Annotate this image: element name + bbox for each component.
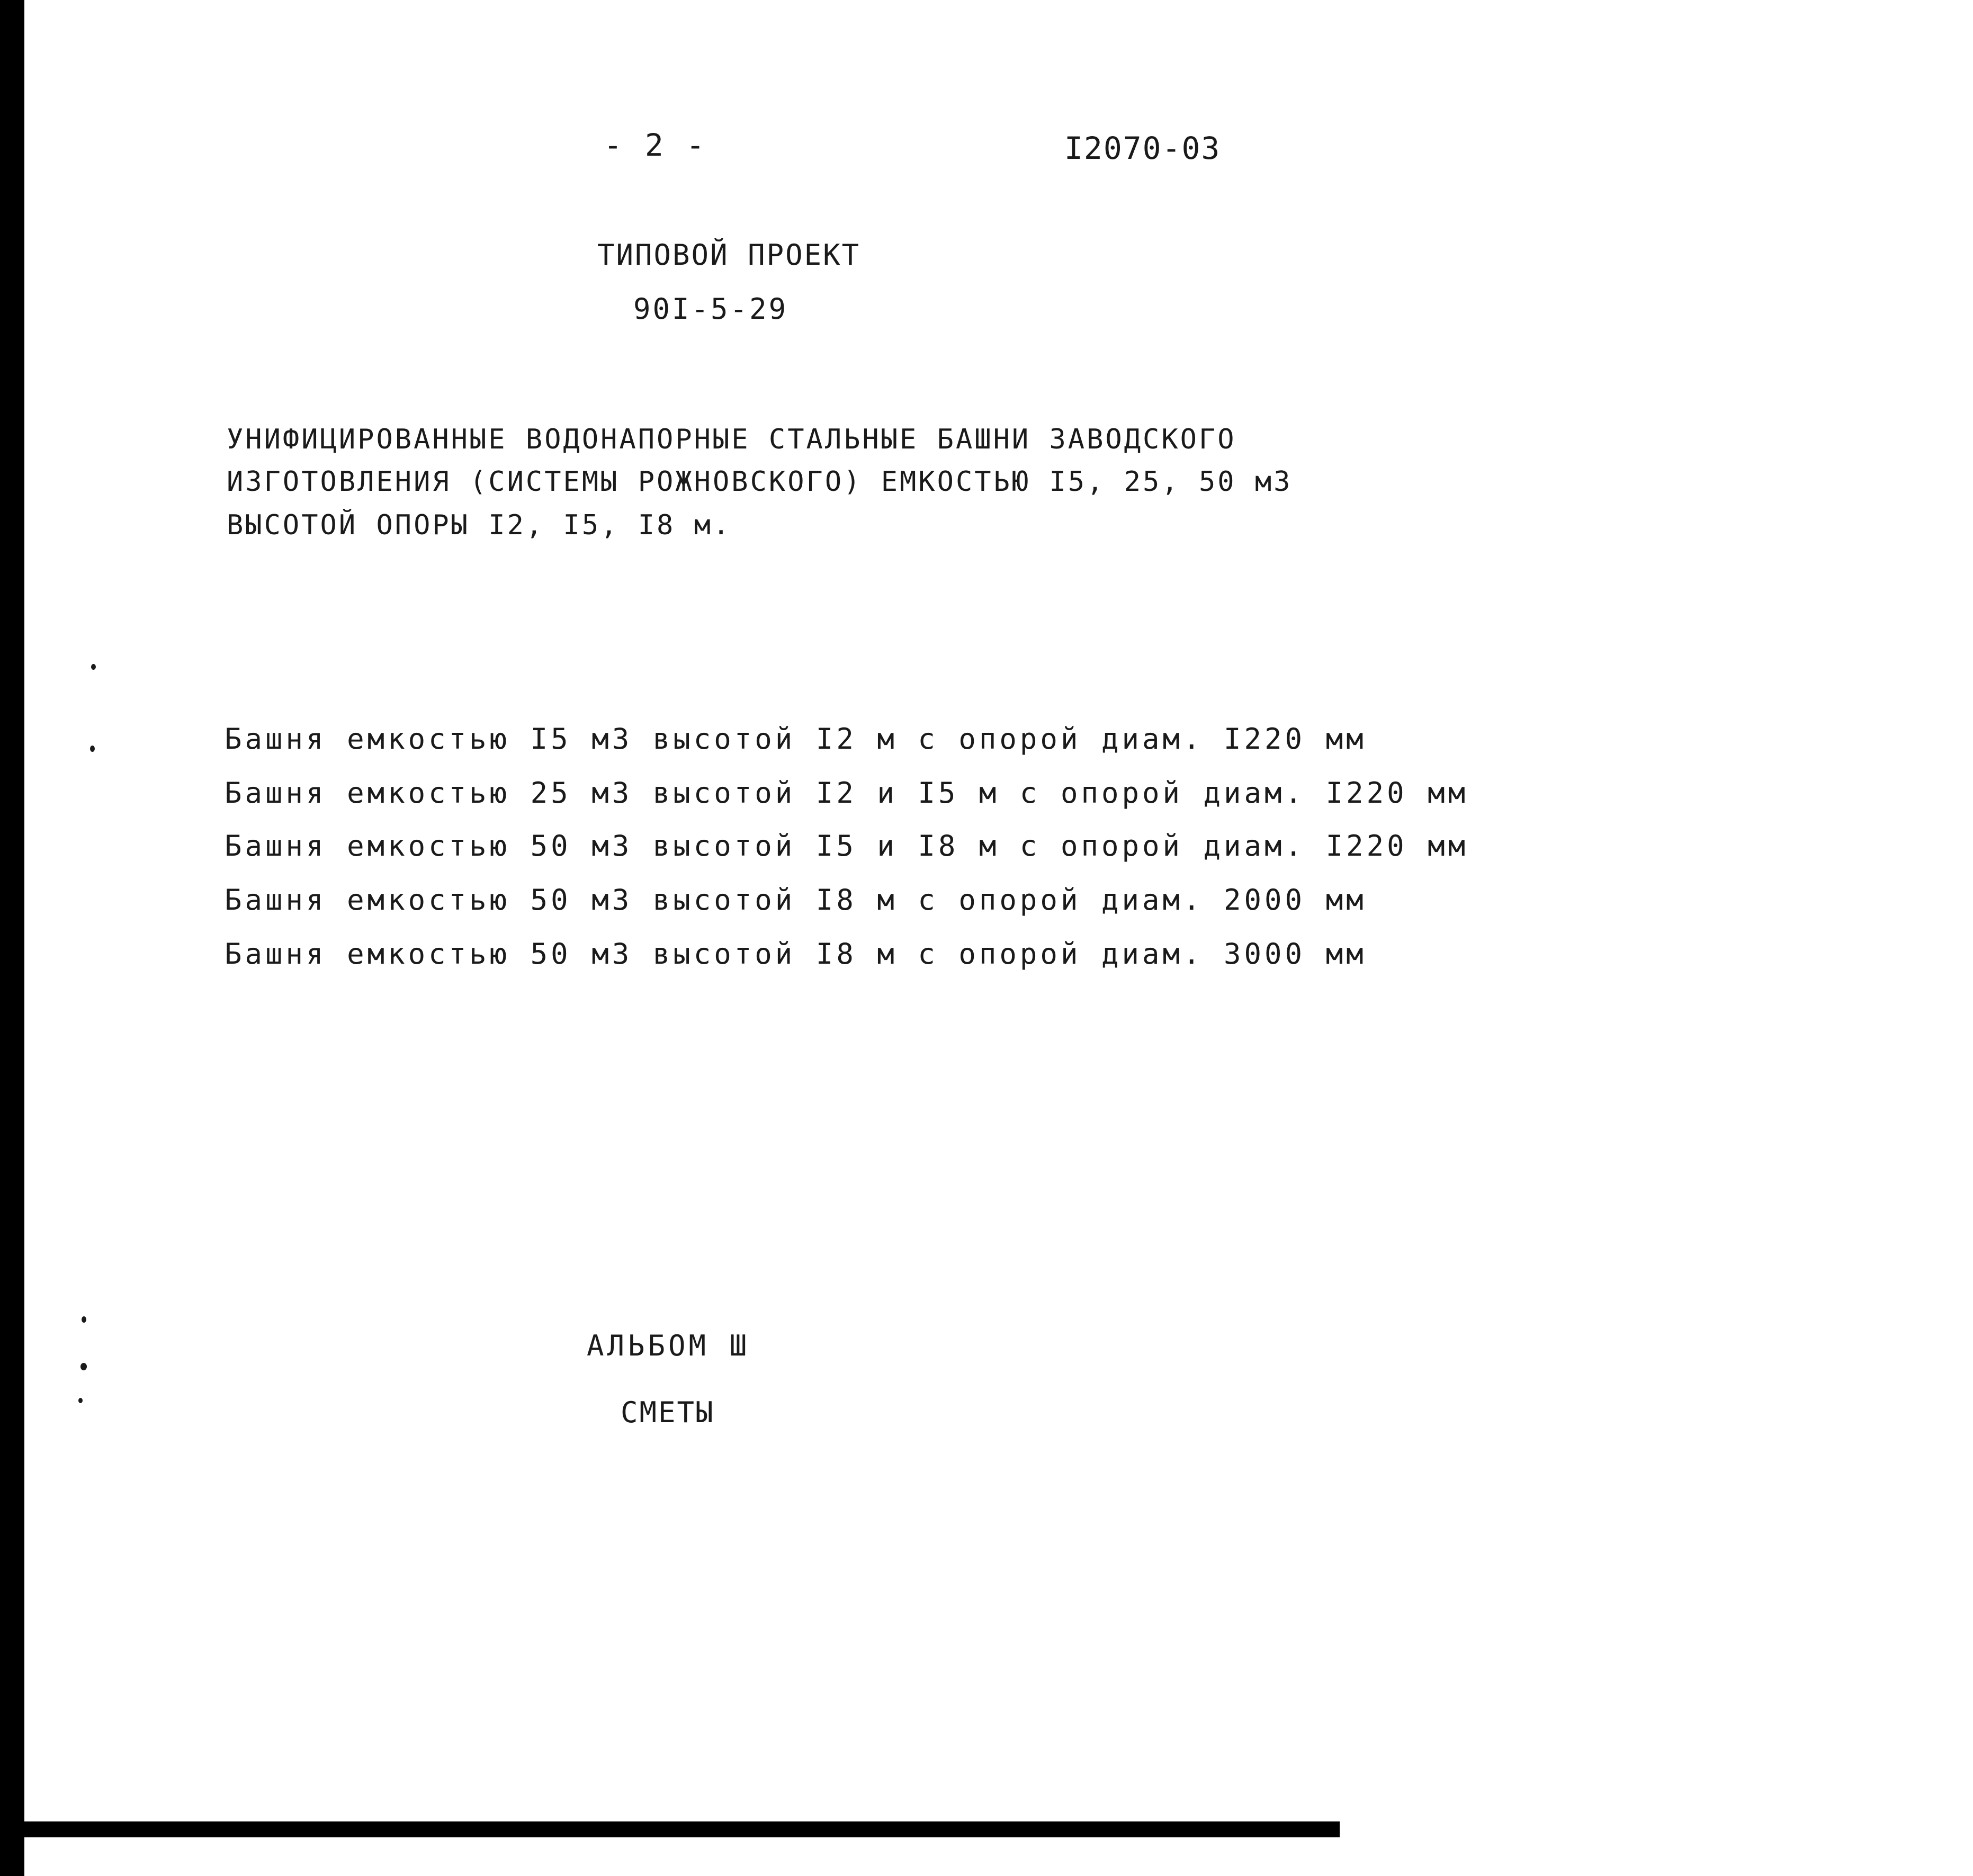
album-subtitle: СМЕТЫ <box>621 1396 715 1429</box>
document-code: I2070-03 <box>1064 130 1221 166</box>
title-line: ВЫСОТОЙ ОПОРЫ I2, I5, I8 м. <box>227 509 732 541</box>
album-label: АЛЬБОМ Ш <box>587 1329 750 1362</box>
scan-speck <box>78 1398 83 1403</box>
tower-spec-item: Башня емкостью I5 м3 высотой I2 м с опорой диам. I220 мм <box>225 722 1367 756</box>
scan-speck <box>90 746 95 752</box>
tower-spec-item: Башня емкостью 50 м3 высотой I8 м с опорой диам. 3000 мм <box>225 937 1367 971</box>
title-line: УНИФИЦИРОВАННЫЕ ВОДОНАПОРНЫЕ СТАЛЬНЫЕ БАШНИ ЗАВОДСКОГО <box>227 424 1236 455</box>
scan-left-border <box>0 0 24 1876</box>
title-line: ИЗГОТОВЛЕНИЯ (СИСТЕМЫ РОЖНОВСКОГО) ЕМКОСТЬЮ I5, 25, 50 м3 <box>227 466 1293 498</box>
tower-spec-item: Башня емкостью 25 м3 высотой I2 и I5 м с опорой диам. I220 мм <box>225 776 1469 810</box>
project-type-label: ТИПОВОЙ ПРОЕКТ <box>597 238 861 272</box>
scan-bottom-border <box>0 1821 1340 1837</box>
page-number: - 2 - <box>604 127 707 163</box>
scan-speck <box>91 664 96 670</box>
project-number: 90I-5-29 <box>633 292 788 326</box>
scan-speck <box>80 1363 87 1370</box>
tower-spec-item: Башня емкостью 50 м3 высотой I8 м с опорой диам. 2000 мм <box>225 883 1367 917</box>
tower-spec-item: Башня емкостью 50 м3 высотой I5 и I8 м с опорой диам. I220 мм <box>225 829 1469 863</box>
scan-speck <box>82 1316 86 1323</box>
